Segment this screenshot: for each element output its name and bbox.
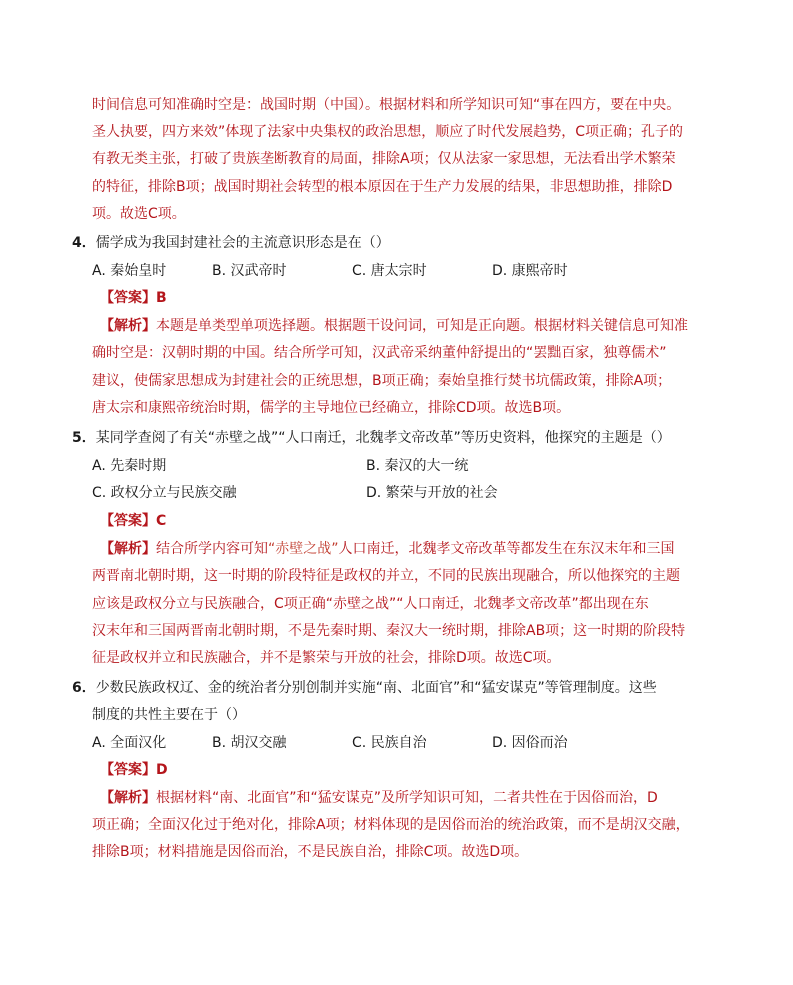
option-d: D. 康熙帝时 [492,263,568,279]
analysis-line: 唐太宗和康熙帝统治时期，儒学的主导地位已经确立，排除CD项。故选B项。 [92,400,571,416]
analysis-text: 根据材料“南、北面官”和“猛安谋克”及所学知识可知，二者共性在于因俗而治，D [156,790,658,806]
option-c: C. 政权分立与民族交融 [92,485,237,501]
analysis-line: 汉末年和三国两晋南北朝时期，不是先秦时期、秦汉大一统时期，排除AB项；这一时期的阶段特 [92,623,686,639]
answer-line [100,288,167,308]
analysis-text: 结合所学内容可知 [156,541,268,557]
option-c: C. 民族自治 [352,735,427,751]
answer-label: 【答案】 [100,290,156,306]
analysis-label: 【解析】 [100,790,156,806]
option-d: D. 因俗而治 [492,735,568,751]
analysis-line: 确时空是：汉朝时期的中国。结合所学可知，汉武帝采纳董仲舒提出的“罢黜百家，独尊儒术” [92,345,667,361]
option-b: B. 胡汉交融 [212,735,287,751]
analysis-highlight: “赤壁之战” [268,541,339,557]
analysis-line: 两晋南北朝时期，这一时期的阶段特征是政权的并立，不同的民族出现融合，所以他探究的主题 [92,568,680,584]
analysis-line: 排除B项；材料措施是因俗而治，不是民族自治，排除C项。故选D项。 [92,844,529,860]
question-text: 某同学查阅了有关“赤壁之战”“人口南迁，北魏孝文帝改革”等历史资料，他探究的主题是（） [95,430,671,446]
question-number: 5． [72,430,96,446]
analysis-line: 应该是政权分立与民族融合，C项正确“赤壁之战”“人口南迁，北魏孝文帝改革”都出现在东 [92,596,649,612]
question-text: 少数民族政权辽、金的统治者分别创制并实施“南、北面官”和“猛安谋克”等管理制度。这些 [95,680,657,696]
analysis-line: 征是政权并立和民族融合，并不是繁荣与开放的社会，排除D项。故选C项。 [92,650,561,666]
option-a: A. 先秦时期 [92,458,167,474]
option-b: B. 秦汉的大一统 [366,458,469,474]
prev-analysis-line: 时间信息可知准确时空是：战国时期（中国）。根据材料和所学知识可知“事在四方，要在中央。 [92,97,681,113]
analysis-line [100,316,688,336]
answer-line [100,511,166,531]
option-d: D. 繁荣与开放的社会 [366,485,498,501]
analysis-text: 本题是单类型单项选择题。根据题干设问词，可知是正向题。根据材料关键信息可知准 [156,318,688,334]
option-a: A. 全面汉化 [92,735,167,751]
prev-analysis-line: 的特征，排除B项；战国时期社会转型的根本原因在于生产力发展的结果，非思想助推，排除D [92,179,673,195]
answer-value: D [156,762,168,778]
prev-analysis-line: 项。故选C项。 [92,206,186,222]
answer-value: C [156,513,167,529]
answer-line [100,760,168,780]
analysis-line: 项正确；全面汉化过于绝对化，排除A项；材料体现的是因俗而治的统治政策，而不是胡汉交融， [92,817,690,833]
option-c: C. 唐太宗时 [352,263,427,279]
question-6-stem-cont: 制度的共性主要在于（） [92,707,246,723]
question-5-stem [72,428,671,448]
analysis-line: 建议，使儒家思想成为封建社会的正统思想，B项正确；秦始皇推行焚书坑儒政策，排除A项； [92,373,672,389]
prev-analysis-line: 有教无类主张，打破了贵族垄断教育的局面，排除A项；仅从法家一家思想，无法看出学术繁荣 [92,151,676,167]
question-4-stem [72,233,390,253]
question-number: 4． [72,235,96,251]
analysis-label: 【解析】 [100,318,156,334]
analysis-line [100,539,675,559]
question-text: 儒学成为我国封建社会的主流意识形态是在（） [95,235,390,251]
question-number: 6． [72,680,96,696]
prev-analysis-line: 圣人执要，四方来效”体现了法家中央集权的政治思想，顺应了时代发展趋势，C项正确；孔子的 [92,124,684,140]
answer-label: 【答案】 [100,762,156,778]
analysis-text: 人口南迁，北魏孝文帝改革等都发生在东汉末年和三国 [338,541,675,557]
answer-value: B [156,290,167,306]
answer-label: 【答案】 [100,513,156,529]
analysis-line [100,788,658,808]
question-6-stem [72,678,657,698]
analysis-label: 【解析】 [100,541,156,557]
option-a: A. 秦始皇时 [92,263,167,279]
option-b: B. 汉武帝时 [212,263,287,279]
